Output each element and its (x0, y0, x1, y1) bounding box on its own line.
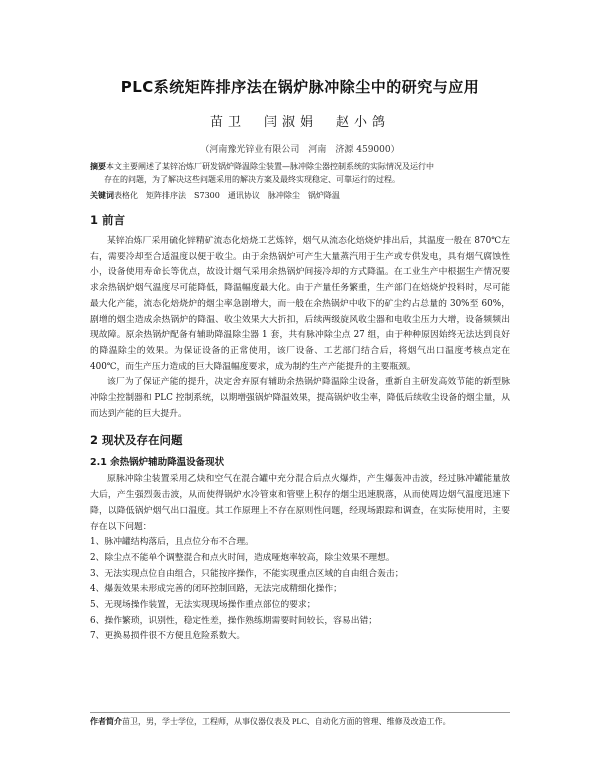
keywords-label: 关键词 (90, 190, 114, 200)
keywords (90, 189, 510, 202)
keyword: 脉冲除尘 (267, 191, 300, 200)
abstract-line-1: 本文主要阐述了某锌冶炼厂研发锅炉降温除尘装置—脉冲除尘器控制系统的实际情况及运行中 (106, 162, 434, 171)
problem-list (90, 535, 510, 645)
abstract (90, 160, 510, 186)
status-paragraph-1: 原脉冲除尘装置采用乙炔和空气在混合罐中充分混合后点火爆炸，产生爆轰冲击波，经过脉冲罐能量放大后，产生强烈轰击波，从而使得锅炉水冷管束和管壁上积存的烟尘迅速脱落，从而使周边烟气温度迅速下降，以降低锅炉烟气出口温度。其工作原理上不存在原则性问题，经现场跟踪和调查，在实际使用时，主要存在以下问题： (90, 474, 510, 532)
keyword: S7300 (194, 191, 220, 200)
paper-affiliation: （河南豫光锌业有限公司 河南 济源 459000） (200, 145, 400, 155)
abstract-line-2: 存在的问题，为了解决这些问题采用的解决方案及最终实现稳定、可靠运行的过程。 (104, 175, 400, 184)
list-item: 4、爆轰效果未形成完善的闭环控制回路，无法完成精细化操作； (90, 584, 342, 595)
list-item: 2、除尘点不能单个调整混合和点火时间，造成哑炮率较高，除尘效果不理想。 (90, 552, 395, 563)
footnote-text: 苗卫，男，学士学位，工程师，从事仪器仪表及 PLC、自动化方面的管理、维修及改造工作。 (122, 717, 451, 726)
subsection-heading-2-1: 2.1 余热锅炉辅助降温设备现状 (90, 457, 225, 469)
list-item: 7、更换易损件很不方便且危险系数大。 (90, 631, 246, 642)
list-item: 1、脉冲罐结构落后，且点位分布不合理。 (90, 537, 254, 548)
paper-title: PLC系统矩阵排序法在锅炉脉冲除尘中的研究与应用 (120, 78, 480, 96)
list-item: 5、无现场操作装置，无法实现现场操作重点部位的要求； (90, 600, 316, 611)
abstract-label: 摘要 (90, 161, 106, 171)
section-heading-status: 2 现状及存在问题 (90, 433, 183, 448)
keyword: 锅炉降温 (307, 191, 340, 200)
section-heading-intro: 1 前言 (90, 213, 126, 227)
author-footnote (90, 712, 510, 728)
keyword: 表格化 (114, 191, 138, 200)
list-item: 3、无法实现点位自由组合，只能按序操作，不能实现重点区域的自由组合轰击； (90, 568, 404, 579)
intro-paragraph-1: 某锌冶炼厂采用硫化锌精矿流态化焙烧工艺炼锌，烟气从流态化焙烧炉排出后，其温度一般在 870℃左右，需要冷却至合适温度以便于收尘。由于余热锅炉可产生大量蒸汽用于生产或专供发电，具有烟气腐蚀性小，设备使用寿命长等优点，故设计烟气采用余热锅炉间接冷却的方式降温。在工业生产中根据生产情况要求余热锅炉烟气温度尽可能降低，降温幅度最大化。由于产量任务繁重，生产部门在焙烧炉投料时，尽可能最大化产能，流态化焙烧炉的烟尘率急剧增大，而一般在余热锅炉中收下的矿尘约占总量的 30%至 60%，剧增的烟尘造成余热锅炉的降温、收尘效果大大折扣，后续两级旋风收尘器和电收尘压力大增，设备频频出现故障。原余热锅炉配备有辅助降温除尘器 1 套，共有脉冲除尘点 27 组，由于种种原因始终无法达到良好的降温除尘的效果。为保证设备的正常使用，该厂设备、工艺部门结合后，将烟气出口温度考核点定在 400℃，而生产压力造成的巨大降温幅度要求，成为制约生产产能提升的主要瓶颈。 (90, 236, 510, 372)
intro-paragraph-2: 该厂为了保证产能的提升，决定舍弃原有辅助余热锅炉降温除尘设备，重新自主研发高效节能的新型脉冲除尘控制器和 PLC 控制系统，以期增强锅炉降温效果，提高锅炉收尘率，降低后续收尘设备的烟尘量，从而达到产能的巨大提升。 (90, 377, 510, 419)
paper-authors: 苗卫 闫淑娟 赵小鸽 (209, 115, 390, 130)
list-item: 6、操作繁琐，识别性，稳定性差，操作熟练期需要时间较长，容易出错； (90, 615, 378, 626)
footnote-label: 作者简介 (90, 717, 122, 726)
keyword: 通讯协议 (227, 191, 260, 200)
keyword: 矩阵排序法 (146, 191, 186, 200)
